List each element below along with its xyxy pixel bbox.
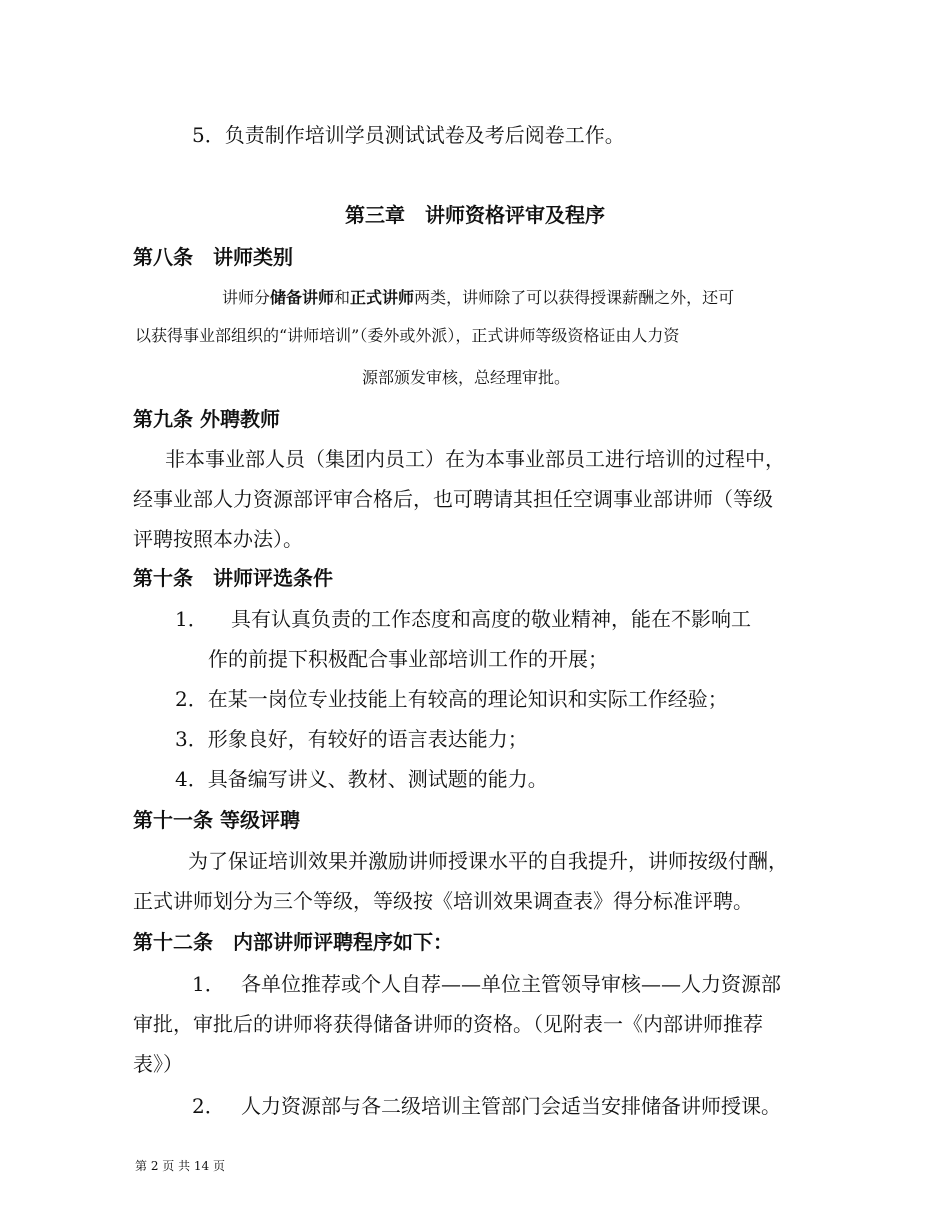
paragraph-line: 以获得事业部组织的“讲师培训”（委外或外派），正式讲师等级资格证由人力资 bbox=[135, 326, 680, 345]
paragraph-line: 源部颁发审核，总经理审批。 bbox=[362, 368, 571, 387]
paragraph-line: 正式讲师划分为三个等级，等级按《培训效果调查表》得分标准评聘。 bbox=[133, 889, 753, 913]
article-heading: 第十条 讲师评选条件 bbox=[133, 566, 333, 590]
article-heading: 第九条 外聘教师 bbox=[133, 407, 280, 431]
paragraph-line: 评聘按照本办法）。 bbox=[133, 527, 303, 551]
list-item: 具有认真负责的工作态度和高度的敬业精神，能在不影响工 bbox=[231, 607, 751, 631]
list-item: 2．在某一岗位专业技能上有较高的理论知识和实际工作经验； bbox=[175, 687, 728, 711]
list-number: 2． bbox=[192, 1094, 225, 1118]
list-item: 各单位推荐或个人自荐——单位主管领导审核——人力资源部 bbox=[241, 972, 781, 996]
article-heading: 第十一条 等级评聘 bbox=[133, 808, 300, 832]
list-number: 1． bbox=[175, 607, 208, 631]
list-item: 4．具备编写讲义、教材、测试题的能力。 bbox=[175, 767, 548, 791]
paragraph-line: 经事业部人力资源部评审合格后，也可聘请其担任空调事业部讲师（等级 bbox=[133, 487, 773, 511]
list-item: 人力资源部与各二级培训主管部门会适当安排储备讲师授课。 bbox=[241, 1094, 781, 1118]
text-run: 和 bbox=[334, 288, 351, 307]
term-formal-lecturer: 正式讲师 bbox=[350, 288, 415, 307]
list-item: 5．负责制作培训学员测试试卷及考后阅卷工作。 bbox=[192, 123, 625, 147]
list-item: 作的前提下积极配合事业部培训工作的开展； bbox=[208, 647, 608, 671]
list-number: 1． bbox=[192, 972, 225, 996]
list-item: 表》） bbox=[133, 1052, 183, 1076]
paragraph-line: 为了保证培训效果并激励讲师授课水平的自我提升，讲师按级付酬， bbox=[188, 849, 788, 873]
term-reserve-lecturer: 储备讲师 bbox=[270, 288, 335, 307]
paragraph-line bbox=[222, 286, 734, 310]
text-run: 讲师分 bbox=[222, 288, 271, 307]
page-footer: 第 2 页 共 14 页 bbox=[135, 1159, 225, 1173]
text-run: 两类，讲师除了可以获得授课薪酬之外，还可 bbox=[414, 288, 735, 307]
chapter-title: 第三章 讲师资格评审及程序 bbox=[345, 203, 605, 227]
list-item: 审批，审批后的讲师将获得储备讲师的资格。（见附表一《内部讲师推荐 bbox=[133, 1012, 763, 1036]
article-heading: 第八条 讲师类别 bbox=[133, 245, 293, 269]
list-item: 3．形象良好，有较好的语言表达能力； bbox=[175, 727, 528, 751]
article-heading: 第十二条 内部讲师评聘程序如下： bbox=[133, 930, 453, 954]
paragraph-line: 非本事业部人员（集团内员工）在为本事业部员工进行培训的过程中， bbox=[165, 447, 785, 471]
